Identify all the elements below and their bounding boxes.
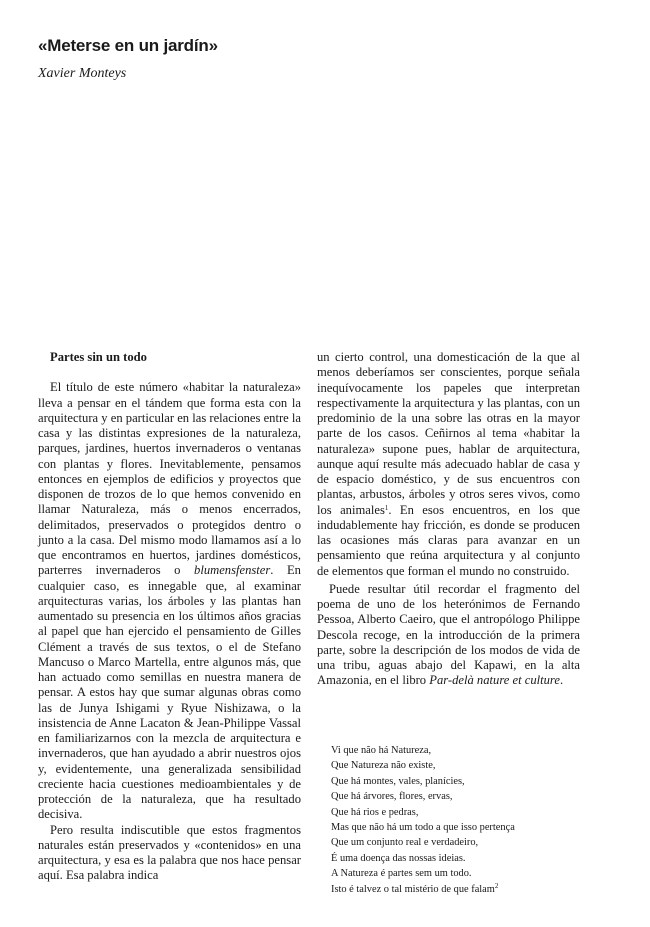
poem-line: Mas que não há um todo a que isso pertença xyxy=(331,822,515,834)
paragraph: Pero resulta indiscutible que estos fragmentos naturales están preservados y «contenidos» en una arquitectura, y esa es la palabra que nos hace pensar aquí. Esa palabra indica xyxy=(38,822,301,883)
article-author: Xavier Monteys xyxy=(38,66,127,81)
poem-line xyxy=(331,882,515,897)
poem-line: A Natureza é partes sem um todo. xyxy=(331,868,472,880)
text-run: El título de este número «habitar la naturaleza» lleva a pensar en el tándem que forma esta con la arquitectura y en particular en las relaciones entre la casa y las distintas expresiones de la naturaleza, parques, jardines, huertos invernaderos o ventanas con plantas y flores. Inevitablemente, pensamos entonces en ejemplos de edificios y proyectos que disponen de trozos de lo que hemos convenido en llamar Naturaleza, más o menos encerrados, delimitados, preservados o protegidos dentro o junto a la casa. Del mismo modo llamamos así a lo que encontramos en huertos, jardines domésticos, parterres invernaderos o xyxy=(38,380,301,578)
text-run: . En cualquier caso, es innegable que, al examinar arquitecturas varias, los árboles y las plantas han aumentado su presencia en los últimos años gracias al papel que han ejercido el pensamiento de Gilles Clément a través de sus textos, o el de Stefano Mancuso o Marco Martella, entre algunos más, que han actuado como semillas en nuestra manera de pensar. A estos hay que sumar algunas obras como las de Junya Ishigami y Ryue Nishizawa, o la insistencia de Anne Lacaton & Jean-Philippe Vassal en familiarizarnos con la mezcla de arquitectura e invernaderos, que han ayudado a abrir nuestros ojos y, evidentemente, una generalizada sensibilidad creciente hacia cuestiones medioambientales y de protección de la naturaleza, que ha resultado decisiva. xyxy=(38,563,301,822)
poem-line: Que há árvores, flores, ervas, xyxy=(331,791,453,803)
poem-line: Que há montes, vales, planícies, xyxy=(331,775,465,787)
poem-quote xyxy=(331,743,515,897)
poem-line-text: Isto é talvez o tal mistério de que falam xyxy=(331,883,495,895)
text-run: un cierto control, una domesticación de la que al menos deberíamos ser conscientes, porque señala inequívocamente los papeles que interpretan respectivamente la arquitectura y las plantas, con un predominio de la una sobre las otras en la mayor parte de los casos. Ceñirnos al tema «habitar la naturaleza» supone pues, hablar de arquitectura, aunque aquí resulte más adecuado hablar de casa y de espacio doméstico, y de sus encuentros con plantas, arbustos, árboles y otros seres vivos, como los animales xyxy=(317,350,580,517)
text-run: . xyxy=(559,673,564,688)
paragraph xyxy=(38,380,301,822)
section-heading: Partes sin un todo xyxy=(50,350,147,364)
poem-line: Que Natureza não existe, xyxy=(331,760,436,772)
emphasis-text: blumensfenster xyxy=(194,563,271,578)
footnote-marker: 1 xyxy=(384,503,389,512)
left-column xyxy=(38,350,301,884)
text-run: . En esos encuentros, en los que indudablemente hay fricción, es donde se producen las ocasiones más claras para avanzar en un pensamiento que reúna arquitectura y al conjunto de elementos que forman el mundo no construido. xyxy=(317,502,581,578)
poem-line: Vi que não há Natureza, xyxy=(331,745,432,756)
poem-line: Que um conjunto real e verdadeiro, xyxy=(331,837,479,849)
emphasis-text: Par-delà nature et culture xyxy=(429,673,560,688)
footnote-marker: 2 xyxy=(494,881,499,890)
poem-line: É uma doença das nossas ideias. xyxy=(331,852,466,864)
paragraph xyxy=(317,350,580,579)
poem-line: Que há rios e pedras, xyxy=(331,806,419,818)
text-run: Puede resultar útil recordar el fragmento del poema de uno de los heterónimos de Fernando Pessoa, Alberto Caeiro, que el antropólogo Philippe Descola recoge, en la introducción de la primera parte, sobre la descripción de los modos de vida de una tribu, aguas abajo del Kapawi, en la alta Amazonia, en el libro xyxy=(317,581,580,688)
paragraph xyxy=(317,582,580,689)
article-title: «Meterse en un jardín» xyxy=(38,36,218,55)
right-column xyxy=(317,350,580,689)
